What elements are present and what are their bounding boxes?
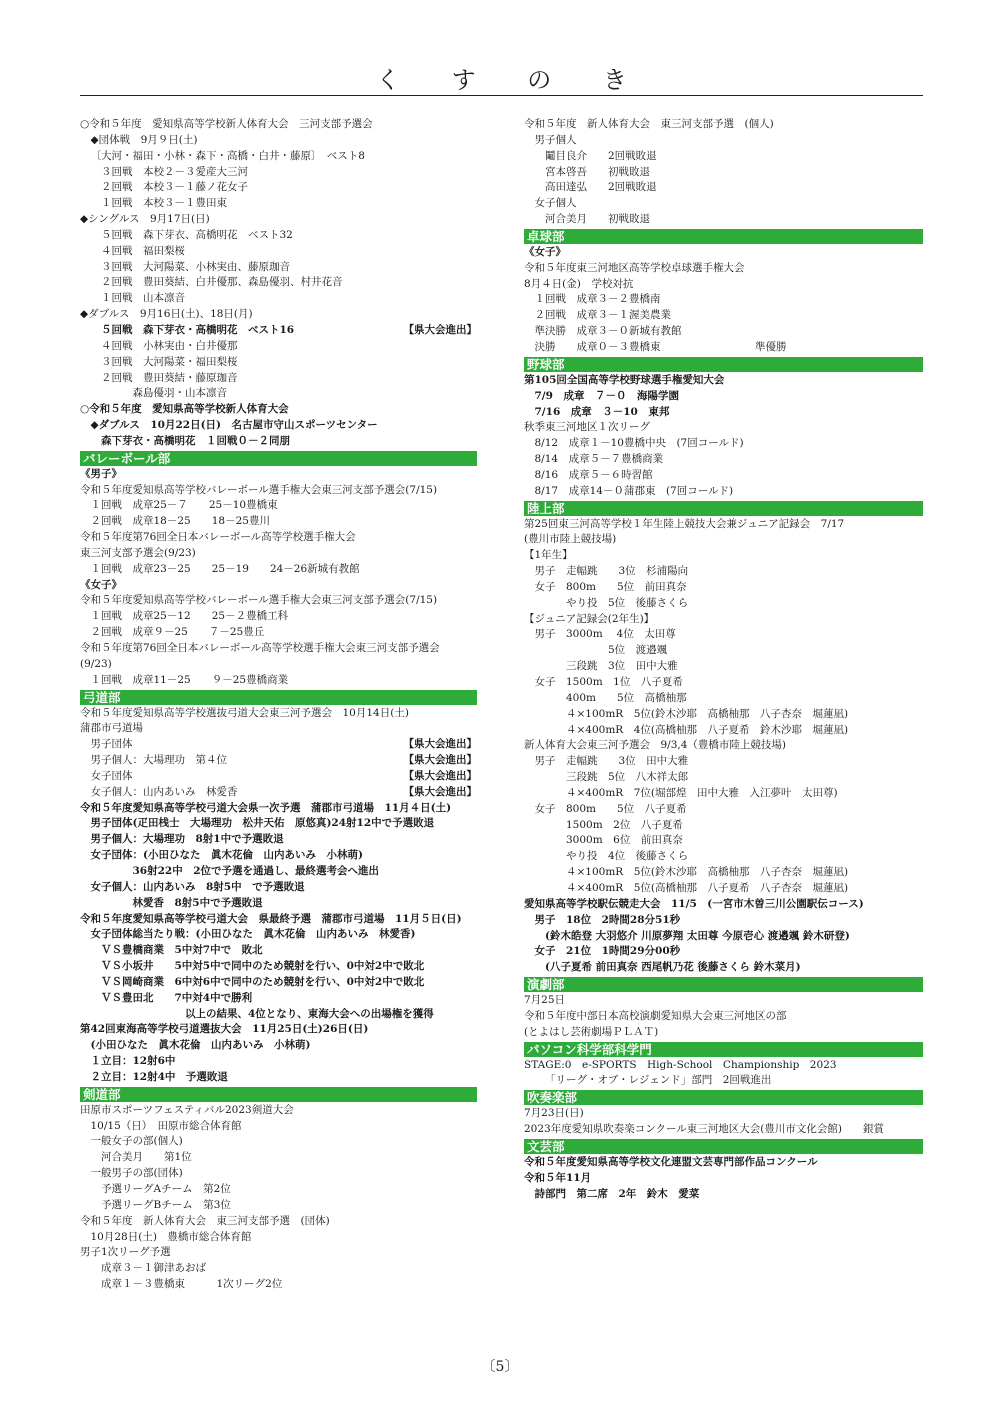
line-text: 10/15（日） 田原市総合体育館 (90, 1119, 242, 1132)
text-line (524, 1106, 923, 1122)
text-line (524, 196, 923, 212)
text-line (80, 196, 477, 212)
text-line (524, 149, 923, 165)
line-text: 宮本啓吾 初戦敗退 (545, 165, 650, 178)
text-line (524, 452, 923, 468)
line-text: 8/14 成章５－７豊橋商業 (534, 453, 664, 466)
line-text: ５回戦 森下芽衣・高橋明花 ベスト16 (101, 323, 295, 336)
line-text: 7/9 成章 ７－０ 海陽学園 (534, 389, 679, 402)
text-line (524, 818, 923, 834)
text-line (80, 483, 477, 499)
line-text: ２回戦 本校３－１藤ノ花女子 (101, 181, 248, 194)
text-line (524, 292, 923, 308)
line-text: ◆シングルス 9月17日(日) (80, 213, 210, 226)
section-header: 陸上部 (524, 501, 923, 516)
text-line (524, 1073, 923, 1089)
line-text: 第105回全国高等学校野球選手権愛知大会 (524, 373, 725, 386)
line-text: 東三河支部予選会(9/23) (80, 546, 196, 559)
line-text: ＶＳ岡崎商業 6中対6中で同中のため競射を行い、0中対2中で敗北 (101, 975, 425, 988)
line-text: 《男子》 (80, 467, 122, 480)
line-text: 鬮目良介 2回戦敗退 (545, 149, 657, 162)
text-line (80, 1198, 477, 1214)
text-line (80, 1150, 477, 1166)
text-line (80, 657, 477, 673)
line-text: ４回戦 小林実由・白井優那 (101, 339, 238, 352)
line-text: 女子団体総当たり戦：(小田ひなた 眞木花倫 山内あいみ 林愛香) (90, 928, 416, 941)
text-line (80, 1245, 477, 1261)
text-line (524, 612, 923, 628)
text-line (524, 580, 923, 596)
line-text: 令和５年度第76回全日本バレーボール高等学校選手権大会東三河支部予選会 (80, 642, 440, 654)
line-text: 女子 800m 5位 前田真奈 (534, 580, 687, 593)
text-line (524, 564, 923, 580)
text-line (80, 769, 477, 785)
text-line (524, 133, 923, 149)
line-text: 【1年生】 (524, 549, 573, 562)
line-text: 新人体育大会東三河予選会 9/3,4（豊橋市陸上競技場) (524, 739, 787, 752)
line-text: STAGE:0 e-SPORTS High-School Championship 2023 (524, 1058, 837, 1071)
line-text: 令和５年度 新人体育大会 東三河支部予選 (個人) (524, 118, 774, 130)
page-title: く す の き (376, 66, 649, 94)
text-line (80, 530, 477, 546)
line-text: １回戦 成章11－25 ９－25豊橋商業 (90, 673, 289, 686)
qualification-tag: 【県大会進出】 (403, 323, 477, 336)
text-line (80, 498, 477, 514)
text-line (80, 896, 477, 912)
qualification-tag: 【県大会進出】 (403, 738, 477, 751)
line-text: (豊川市陸上競技場) (524, 533, 617, 546)
text-line (80, 562, 477, 578)
text-line (80, 133, 477, 149)
text-line (80, 801, 477, 817)
text-line (524, 627, 923, 643)
line-text: 令和５年度 新人体育大会 東三河支部予選 (団体) (80, 1214, 330, 1227)
line-text: ◆団体戦 9月９日(土) (90, 133, 198, 146)
text-line (524, 261, 923, 277)
text-line (524, 849, 923, 865)
line-text: 森下芽衣・高橋明花 １回戦０－２同朋 (101, 434, 290, 447)
line-text: 男子 18位 2時間28分51秒 (534, 913, 681, 926)
text-line (80, 706, 477, 722)
text-line (80, 737, 477, 753)
text-line (524, 420, 923, 436)
line-text: 令和５年度愛知県高等学校文化連盟文芸専門部作品コンクール (524, 1155, 818, 1168)
text-line (524, 738, 923, 754)
section-header: 演劇部 (524, 977, 923, 992)
text-line (80, 848, 477, 864)
text-line (524, 436, 923, 452)
line-text: 森島優羽・山本凛音 (132, 387, 227, 400)
section-header: パソコン科学部科学門 (524, 1042, 923, 1057)
right-column (524, 117, 923, 1202)
line-text: ４×100mR 5位(鈴木沙耶 高橋柚那 八子杏奈 堀蓮凪) (566, 707, 849, 720)
line-text: 8/17 成章14－０蒲郡東 (7回コールド) (534, 484, 734, 497)
text-line (80, 1103, 477, 1119)
line-text: 男子1次リーグ予選 (80, 1246, 171, 1259)
text-line (524, 1009, 923, 1025)
line-text: ＶＳ豊橋商業 5中対7中で 敗北 (101, 944, 263, 957)
qualification-tag: 【県大会進出】 (403, 785, 477, 798)
text-line (80, 244, 477, 260)
text-line (80, 578, 477, 594)
text-line (80, 1038, 477, 1054)
line-text: 令和５年度愛知県高等学校バレーボール選手権大会東三河支部予選会(7/15) (80, 483, 438, 496)
text-line (80, 117, 477, 133)
line-text: 「リーグ・オブ・レジェンド」部門 2回戦進出 (545, 1074, 772, 1087)
text-line (524, 865, 923, 881)
text-line (524, 897, 923, 913)
line-text: 詩部門 第二席 2年 鈴木 愛菜 (534, 1187, 700, 1200)
line-text: 令和５年度愛知県高等学校弓道大会 県最終予選 蒲郡市弓道場 11月５日(日) (80, 912, 462, 925)
text-line (80, 721, 477, 737)
text-line (80, 753, 477, 769)
text-line (524, 117, 923, 133)
line-text: 成章１－３豊橋東 1次リーグ2位 (101, 1278, 283, 1291)
line-text: 愛知県高等学校駅伝競走大会 11/5 (一宮市木曽三川公園駅伝コース) (524, 897, 864, 910)
text-line (80, 1261, 477, 1277)
line-text: ２回戦 成章18－25 18－25豊川 (90, 515, 270, 528)
text-line (80, 785, 477, 801)
line-text: (鈴木皓登 大羽悠介 川原夢翔 太田尊 今原壱心 渡邉颯 鈴木研登) (545, 929, 850, 942)
section-header: 野球部 (524, 357, 923, 372)
text-line (524, 517, 923, 533)
text-line (80, 260, 477, 276)
line-text: 秋季東三河地区１次リーグ (524, 421, 650, 434)
text-line (80, 467, 477, 483)
text-line (80, 339, 477, 355)
line-text: 一般男子の部(団体) (90, 1167, 183, 1180)
line-text: ５回戦 森下芽衣、高橋明花 ベスト32 (101, 228, 293, 241)
text-line (80, 307, 477, 323)
title-divider (80, 95, 923, 96)
line-text: 〔大河・福田・小林・森下・高橋・白井・藤原〕 ベスト8 (90, 149, 365, 162)
line-text: 河合美月 初戦敗退 (545, 213, 650, 226)
line-text: 女子個人 (534, 197, 577, 210)
text-line (524, 245, 923, 261)
line-text: １回戦 山本凛音 (101, 292, 185, 305)
text-line (524, 548, 923, 564)
text-line (524, 596, 923, 612)
text-line (80, 1277, 477, 1293)
text-line (524, 308, 923, 324)
line-text: 準決勝 成章３－０新城有教館 (534, 325, 682, 338)
text-line (80, 180, 477, 196)
text-line (524, 802, 923, 818)
line-text: １回戦 成章23－25 25－19 24－26新城有教館 (90, 562, 360, 575)
text-line (80, 1054, 477, 1070)
text-line (524, 1058, 923, 1074)
line-text: ＶＳ小坂井 5中対5中で同中のため競射を行い、0中対2中で敗北 (101, 960, 425, 973)
line-text: ◆ダブルス 10月22日(日) 名古屋市守山スポーツセンター (90, 419, 378, 432)
line-text: 《女子》 (80, 578, 122, 591)
line-text: 7月23日(日) (524, 1107, 584, 1120)
section-header: 文芸部 (524, 1139, 923, 1154)
line-text: 林愛香 8射5中で予選敗退 (132, 896, 263, 909)
line-text: ４×400mR 4位(高橋柚那 八子夏希 鈴木沙耶 堀蓮凪) (566, 723, 849, 736)
line-text: 2023年度愛知県吹奏楽コンクール東三河地区大会(豊川市文化会館) 銀賞 (524, 1123, 884, 1136)
qualification-tag: 【県大会進出】 (403, 769, 477, 782)
line-text: ２立目：12射4中 予選敗退 (90, 1070, 228, 1083)
line-text: ３回戦 大河陽菜、小林実由、藤原珈音 (101, 260, 290, 273)
section-header: 弓道部 (80, 690, 477, 705)
text-line (80, 943, 477, 959)
text-line (80, 673, 477, 689)
line-text: 女子個人：山内あいみ 林愛香 (90, 785, 238, 798)
text-line (80, 641, 477, 657)
text-line (524, 691, 923, 707)
text-line (524, 786, 923, 802)
left-column (80, 117, 477, 1293)
line-text: 7月25日 (524, 994, 566, 1007)
text-line (80, 434, 477, 450)
text-line (524, 944, 923, 960)
text-line (524, 833, 923, 849)
text-line (524, 659, 923, 675)
text-line (524, 960, 923, 976)
line-text: ◆ダブルス 9月16日(土)、18日(月) (80, 308, 253, 321)
line-text: 【ジュニア記録会(2年生)】 (524, 612, 655, 625)
line-text: １回戦 本校３－１豊田東 (101, 197, 227, 210)
text-line (80, 912, 477, 928)
text-line (524, 405, 923, 421)
text-line (524, 707, 923, 723)
line-text: 令和５年度愛知県高等学校選抜弓道大会東三河予選会 10月14日(土) (80, 706, 409, 719)
text-line (80, 371, 477, 387)
text-line (524, 754, 923, 770)
line-text: ＶＳ豊田北 7中対4中で勝利 (101, 991, 253, 1004)
line-text: ２回戦 成章３－１渥美農業 (534, 309, 671, 322)
line-text: (とよはし芸術劇場ＰＬＡＴ) (524, 1025, 659, 1038)
text-line (524, 532, 923, 548)
text-line (524, 324, 923, 340)
text-line (80, 355, 477, 371)
line-text: ３回戦 大河陽菜・福田梨桜 (101, 355, 238, 368)
line-text: 男子個人：大場理功 8射1中で予選敗退 (90, 833, 284, 846)
line-text: 男子 走幅跳 3位 杉浦陽向 (534, 565, 689, 578)
line-text: 令和５年度第76回全日本バレーボール高等学校選手権大会 (80, 531, 356, 544)
text-line (80, 975, 477, 991)
text-line (80, 149, 477, 165)
text-line (80, 1119, 477, 1135)
text-line (524, 770, 923, 786)
text-line (80, 514, 477, 530)
text-line (80, 546, 477, 562)
page-number: 〔5〕 (481, 1359, 519, 1375)
text-line (524, 881, 923, 897)
text-line (524, 675, 923, 691)
qualification-tag: 【県大会進出】 (403, 754, 477, 767)
text-line (80, 991, 477, 1007)
line-text: (小田ひなた 眞木花倫 山内あいみ 小林萌) (90, 1039, 311, 1052)
text-line (524, 1171, 923, 1187)
text-line (524, 277, 923, 293)
text-line (80, 1070, 477, 1086)
text-line (80, 1022, 477, 1038)
line-text: 三段跳 3位 田中大雅 (566, 660, 678, 673)
section-header: 卓球部 (524, 229, 923, 244)
line-text: 蒲郡市弓道場 (80, 722, 143, 735)
text-line (524, 180, 923, 196)
text-line (80, 625, 477, 641)
line-text: １回戦 成章25－７ 25－10豊橋東 (90, 499, 278, 512)
text-line (80, 1166, 477, 1182)
text-line (80, 1007, 477, 1023)
text-line (80, 880, 477, 896)
text-line (80, 864, 477, 880)
line-text: 予選リーグAチーム 第2位 (101, 1183, 231, 1195)
line-text: 男子団体(疋田桟士 大場理功 松井天佑 原悠真)24射12中で予選敗退 (90, 817, 435, 830)
text-line (524, 340, 923, 356)
text-line (80, 927, 477, 943)
text-line (80, 1230, 477, 1246)
line-text: 36射22中 2位で予選を通過し、最終選考会へ進出 (132, 864, 380, 877)
line-text: 女子団体 (90, 769, 133, 782)
line-text: １立目：12射6中 (90, 1055, 176, 1068)
line-text: 女子 1500m 1位 八子夏希 (534, 676, 683, 688)
line-text: 令和５年11月 (524, 1171, 592, 1184)
line-text: ２回戦 豊田葵結・藤原珈音 (101, 371, 238, 384)
text-line (524, 165, 923, 181)
text-line (80, 386, 477, 402)
text-line (524, 1025, 923, 1041)
text-line (524, 212, 923, 228)
line-text: 男子 走幅跳 3位 田中大雅 (534, 755, 689, 768)
line-text: ４×400mR 7位(堀部煌 田中大雅 入江夢叶 太田尊) (566, 786, 838, 799)
line-text: 女子 800m 5位 八子夏希 (534, 802, 687, 815)
text-line (80, 165, 477, 181)
line-text: 5位 渡邉颯 (608, 644, 668, 657)
text-line (80, 402, 477, 418)
text-line (80, 609, 477, 625)
text-line (80, 418, 477, 434)
line-text: 男子団体 (90, 738, 133, 751)
text-line (524, 1187, 923, 1203)
section-header: 剣道部 (80, 1087, 477, 1102)
text-line (524, 1155, 923, 1171)
line-text: ４回戦 福田梨桜 (101, 244, 185, 257)
text-line (80, 1214, 477, 1230)
line-text: 3000m 6位 前田真奈 (566, 834, 683, 847)
line-text: 以上の結果、4位となり、東海大会への出場権を獲得 (185, 1007, 434, 1020)
text-line (524, 643, 923, 659)
line-text: ４×100mR 5位(鈴木沙耶 高橋柚那 八子杏奈 堀蓮凪) (566, 866, 849, 879)
text-line (524, 468, 923, 484)
line-text: 男子個人：大場理功 第４位 (90, 754, 227, 767)
line-text: 令和５年度東三河地区高等学校卓球選手権大会 (524, 261, 745, 274)
line-text: 8/16 成章５－６時習館 (534, 468, 653, 481)
line-text: (9/23) (80, 657, 112, 670)
line-text: 400m 5位 高橋柚那 (566, 691, 687, 704)
text-line (80, 1134, 477, 1150)
line-text: 予選リーグBチーム 第3位 (101, 1198, 231, 1211)
line-text: 女子団体：(小田ひなた 眞木花倫 山内あいみ 小林萌) (90, 849, 363, 862)
text-line (524, 913, 923, 929)
line-text: ４×400mR 5位(高橋柚那 八子夏希 八子杏奈 堀蓮凪) (566, 881, 849, 894)
text-line (80, 228, 477, 244)
line-text: 8月４日(金) 学校対抗 (524, 277, 634, 290)
line-text: 1500m 2位 八子夏希 (566, 818, 683, 831)
line-text: 三段跳 5位 八木祥太郎 (566, 771, 689, 784)
text-line (80, 832, 477, 848)
line-text: 10月28日(土) 豊橋市総合体育館 (90, 1230, 252, 1243)
line-text: １回戦 成章25－12 25－２豊橋工科 (90, 610, 289, 623)
line-text: 田原市スポーツフェスティバル2023剣道大会 (80, 1103, 294, 1116)
text-line (524, 373, 923, 389)
section-header: バレーボール部 (80, 451, 477, 466)
text-line (80, 1182, 477, 1198)
line-text: (八子夏希 前田真奈 西尾帆乃花 後藤さくら 鈴木菜月) (545, 961, 801, 974)
line-text: 男子 3000m 4位 太田尊 (534, 628, 676, 641)
line-text: 成章３－１御津あおば (101, 1262, 206, 1275)
line-text: 令和５年度愛知県高等学校弓道大会県一次予選 蒲郡市弓道場 11月４日(土) (80, 801, 452, 814)
text-line (524, 1122, 923, 1138)
text-line (524, 929, 923, 945)
line-text: ３回戦 本校２－３愛産大三河 (101, 165, 248, 178)
text-line (524, 993, 923, 1009)
line-text: ２回戦 豊田葵結、白井優那、森島優羽、村井花音 (101, 276, 343, 289)
line-text: 令和５年度中部日本高校演劇愛知県大会東三河地区の部 (524, 1009, 787, 1022)
text-line (524, 723, 923, 739)
line-text: １回戦 成章３－２豊橋南 (534, 293, 661, 306)
text-line (80, 212, 477, 228)
text-line (80, 323, 477, 339)
text-line (524, 484, 923, 500)
line-text: 令和５年度愛知県高等学校バレーボール選手権大会東三河支部予選会(7/15) (80, 594, 438, 607)
line-text: 女子 21位 1時間29分00秒 (534, 945, 681, 958)
line-text: ２回戦 成章９－25 ７－25豊丘 (90, 626, 265, 639)
text-line (80, 959, 477, 975)
line-text: 第42回東海高等学校弓道選抜大会 11月25日(土)26日(日) (80, 1023, 369, 1036)
text-line (80, 291, 477, 307)
line-text: 女子個人：山内あいみ 8射5中 で予選敗退 (90, 880, 305, 893)
line-text: やり投 5位 後藤さくら (566, 596, 689, 609)
text-line (80, 275, 477, 291)
line-text: ○令和５年度 愛知県高等学校新人体育大会 (80, 403, 289, 416)
line-text: 男子個人 (534, 133, 577, 146)
line-text: 河合美月 第1位 (101, 1151, 192, 1164)
line-text: 第25回東三河高等学校１年生陸上競技大会兼ジュニア記録会 7/17 (524, 517, 845, 530)
line-text: 《女子》 (524, 245, 566, 258)
line-text: 高田達弘 2回戦敗退 (545, 181, 657, 194)
line-text: ○令和５年度 愛知県高等学校新人体育大会 三河支部予選会 (80, 118, 373, 130)
line-text: 決勝 成章０－３豊橋東 準優勝 (534, 340, 787, 353)
section-header: 吹奏楽部 (524, 1090, 923, 1105)
line-text: やり投 4位 後藤さくら (566, 850, 689, 863)
text-line (80, 593, 477, 609)
text-line (80, 816, 477, 832)
line-text: 7/16 成章 ３－10 東邦 (534, 405, 670, 418)
line-text: 一般女子の部(個人) (90, 1135, 183, 1148)
line-text: 8/12 成章１－10豊橋中央 (7回コールド) (534, 437, 744, 450)
text-line (524, 389, 923, 405)
